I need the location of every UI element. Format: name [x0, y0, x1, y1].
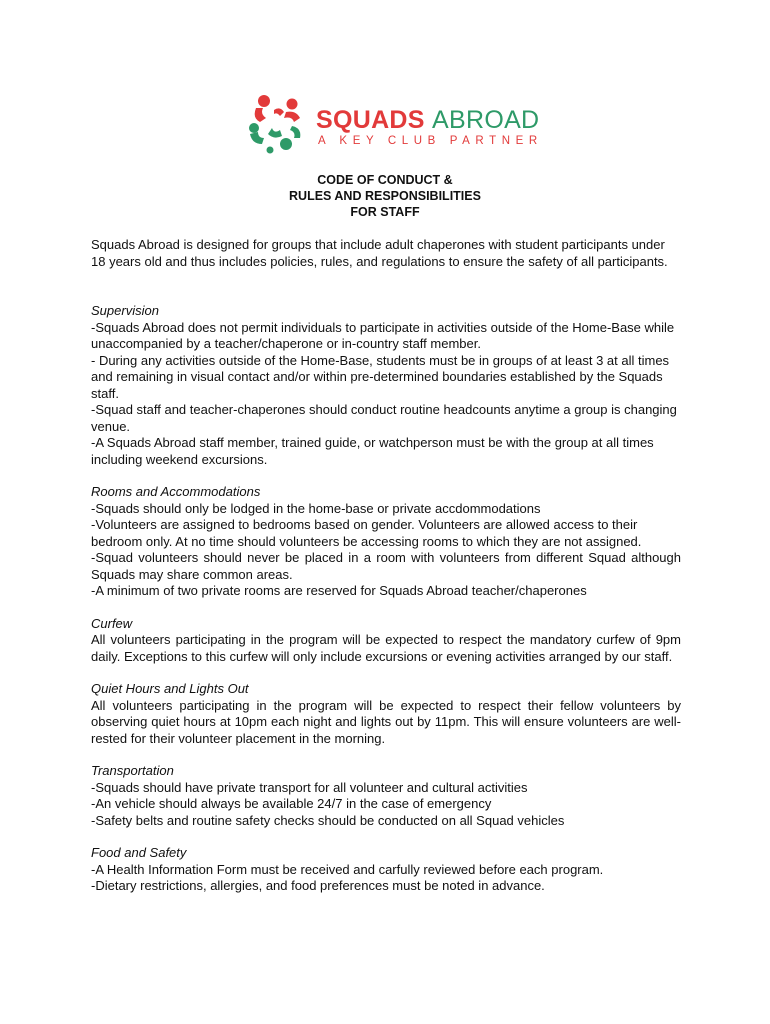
title-line-1: CODE OF CONDUCT &: [317, 173, 453, 187]
section-line: -A Health Information Form must be received and carfully reviewed before each program.: [91, 861, 604, 877]
document-body: [91, 237, 681, 911]
section-line: -Volunteers are assigned to bedrooms based on gender. Volunteers are allowed access to their bedroom only. At no time should volunteers be accessing rooms to which they are not assigned.: [91, 517, 642, 549]
section-line: All volunteers participating in the program will be expected to respect their fellow volunteers by observing quiet hours at 10pm each night and lights out by 11pm. This will ensure volunteers are well-rested for their volunteer placement in the morning.: [91, 697, 681, 746]
brand-tagline: A KEY CLUB PARTNER: [318, 135, 543, 147]
section-line: -Squads should have private transport for all volunteer and cultural activities: [91, 779, 528, 795]
section-line: -Squads should only be lodged in the home-base or private accdommodations: [91, 500, 541, 516]
section-line: -Squad volunteers should never be placed in a room with volunteers from different Squad although Squads may share common areas.: [91, 550, 681, 582]
section-line: - During any activities outside of the Home-Base, students must be in groups of at least 3 at all times and remaining in visual contact and/or within pre-determined boundaries established by the Squads staff.: [91, 352, 670, 401]
section-rooms: [91, 484, 681, 600]
section-line: -Squads Abroad does not permit individuals to participate in activities outside of the Home-Base while unaccompanied by a teacher/chaperone or in-country staff member.: [91, 319, 675, 351]
section-curfew: [91, 616, 681, 666]
section-line: -Dietary restrictions, allergies, and food preferences must be noted in advance.: [91, 878, 545, 893]
squads-abroad-logo: [246, 92, 543, 154]
section-line: -Safety belts and routine safety checks should be conducted on all Squad vehicles: [91, 812, 565, 828]
intro-paragraph: Squads Abroad is designed for groups that include adult chaperones with student participants under 18 years old and thus includes policies, rules, and regulations to ensure the safety of all participants.: [91, 237, 668, 269]
section-line: -A minimum of two private rooms are reserved for Squads Abroad teacher/chaperones: [91, 583, 587, 598]
brand-word-squads: SQUADS: [316, 106, 425, 134]
title-line-3: FOR STAFF: [350, 205, 420, 219]
squads-logo-icon: [246, 92, 310, 154]
section-line: -An vehicle should always be available 24/7 in the case of emergency: [91, 796, 492, 811]
section-heading: Rooms and Accommodations: [91, 484, 261, 499]
section-heading: Supervision: [91, 303, 159, 318]
section-food-safety: [91, 845, 681, 895]
section-heading: Food and Safety: [91, 845, 187, 860]
section-heading: Transportation: [91, 763, 174, 778]
section-line: All volunteers participating in the program will be expected to respect the mandatory curfew of 9pm daily. Exceptions to this curfew will only include excursions or evening activities arranged by our staff.: [91, 632, 681, 664]
section-quiet-hours: [91, 681, 681, 747]
section-line: -Squad staff and teacher-chaperones should conduct routine headcounts anytime a group is changing venue.: [91, 402, 677, 434]
brand-word-abroad: ABROAD: [432, 106, 540, 134]
section-line: -A Squads Abroad staff member, trained guide, or watchperson must be with the group at all times including weekend excursions.: [91, 435, 654, 467]
section-supervision: [91, 303, 681, 468]
section-heading: Quiet Hours and Lights Out: [91, 681, 249, 696]
section-heading: Curfew: [91, 615, 133, 631]
title-line-2: RULES AND RESPONSIBILITIES: [289, 189, 481, 203]
section-transportation: [91, 763, 681, 829]
document-title: [0, 172, 770, 220]
